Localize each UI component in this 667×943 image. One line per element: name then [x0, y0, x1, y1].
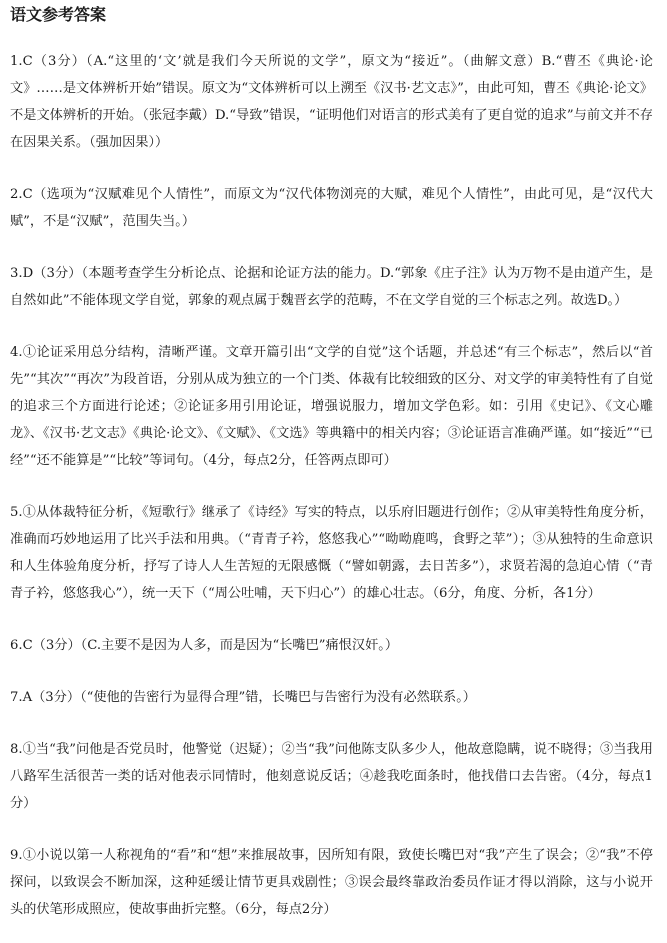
answer-9: 9.①小说以第一人称视角的“看”和“想”来推展故事，因所知有限，致使长嘴巴对“我”产生了误会；②“我”不停探问，以致误会不断加深，这种延缓让情节更具戏剧性；③误会最终靠政治委员作证才得以消除，这与小说开头的伏笔形成照应，使故事曲折完整。（6分，每点2分） — [10, 848, 653, 917]
answer-6: 6.C（3分）（C.主要不是因为人多，而是因为“长嘴巴”痛恨汉奸。） — [10, 638, 399, 653]
answer-5: 5.①从体裁特征分析，《短歌行》继承了《诗经》写实的特点，以乐府旧题进行创作；②从审美特性角度分析，准确而巧妙地运用了比兴手法和用典。（“青青子衿，悠悠我心”“呦呦鹿鸣，食野之苹”）；③从独特的生命意识和人生体验角度分析，抒写了诗人人生苦短的无限感慨（“譬如朝露，去日苦多”），求贤若渴的急迫心情（“青青子衿，悠悠我心”），统一天下（“周公吐哺，天下归心”）的雄心壮志。（6分，角度、分析，各1分） — [10, 505, 653, 601]
answer-2: 2.C（选项为“汉赋难见个人情性”，而原文为“汉代体物浏亮的大赋，难见个人情性”，由此可见，是“汉代大赋”，不是“汉赋”，范围失当。） — [10, 187, 653, 229]
page-title: 语文参考答案 — [10, 5, 107, 24]
answer-7: 7.A（3分）（“使他的告密行为显得合理”错，长嘴巴与告密行为没有必然联系。） — [10, 690, 476, 705]
answer-8: 8.①当“我”问他是否党员时，他警觉（迟疑）；②当“我”问他陈支队多少人，他故意隐瞒，说不晓得；③当我用八路军生活很苦一类的话对他表示同情时，他刻意说反话；④趁我吃面条时，他找借口去告密。（4分，每点1分） — [10, 742, 653, 811]
answer-4: 4.①论证采用总分结构，清晰严谨。文章开篇引出“文学的自觉”这个话题，并总述“有三个标志”，然后以“首先”“其次”“再次”为段首语，分别从成为独立的一个门类、体裁有比较细致的区分、对文学的审美特性有了自觉的追求三个方面进行论述；②论证多用引用论证，增强说服力，增加文学色彩。如：引用《史记》、《文心雕龙》、《汉书·艺文志》《典论·论文》、《文赋》、《文选》等典籍中的相关内容；③论证语言准确严谨。如“接近”“已经”“还不能算是”“比较”等词句。（4分，每点2分，任答两点即可） — [10, 345, 653, 468]
answer-3: 3.D（3分）（本题考查学生分析论点、论据和论证方法的能力。D.“郭象《庄子注》认为万物不是由道产生，是自然如此”不能体现文学自觉，郭象的观点属于魏晋玄学的范畴，不在文学自觉的三个标志之列。故选D。） — [10, 266, 653, 308]
answer-1: 1.C（3分）（A.“这里的‘文’就是我们今天所说的文学”，原文为“接近”。（曲解文意）B.“曹丕《典论·论文》……是文体辨析开始”错误。原文为“文体辨析可以上溯至《汉书·艺文志》”，由此可知，曹丕《典论·论文》不是文体辨析的开始。（张冠李戴）D.“导致”错误，“证明他们对语言的形式美有了更自觉的追求”与前文并不存在因果关系。（强加因果）） — [10, 54, 653, 150]
